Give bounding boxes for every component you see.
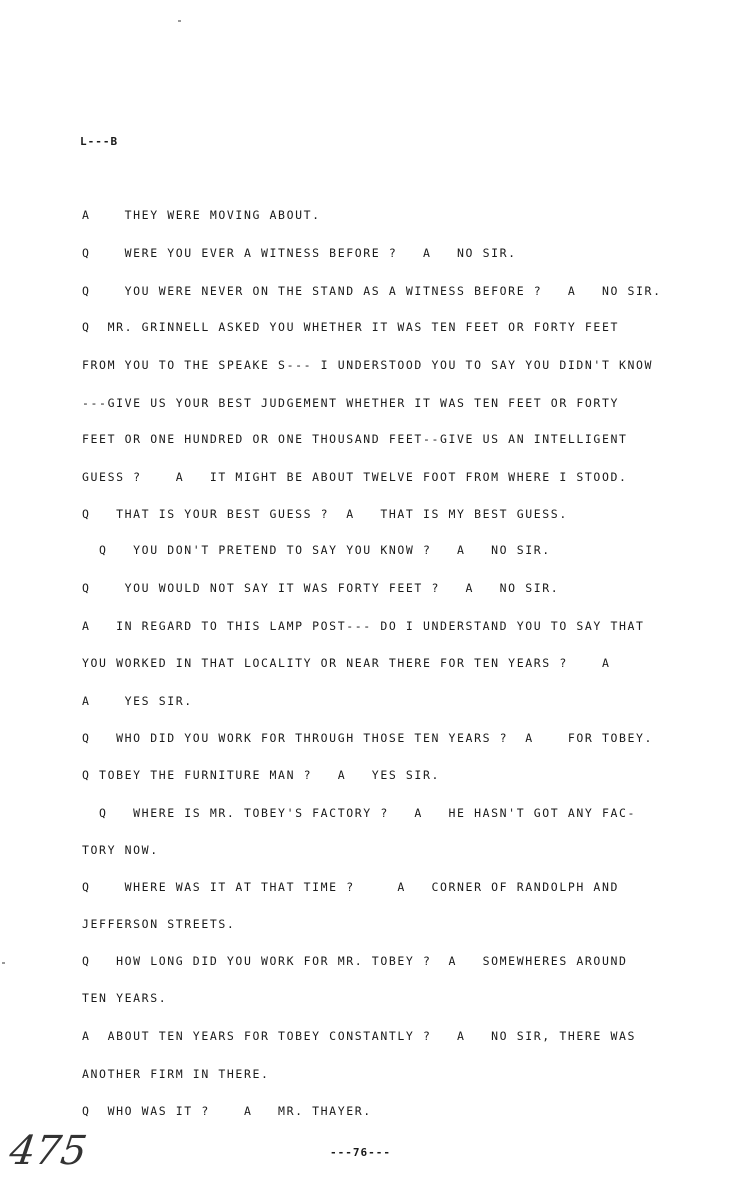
transcript-line: Q HOW LONG DID YOU WORK FOR MR. TOBEY ? A SOMEWHERES AROUND [82,954,628,968]
page-number: ---76--- [330,1146,391,1159]
paper-speck [2,962,5,964]
transcript-line: A ABOUT TEN YEARS FOR TOBEY CONSTANTLY ? A NO SIR, THERE WAS [82,1029,637,1043]
paper-speck [178,20,181,22]
page-header-code: L---B [80,135,119,148]
transcript-line: TORY NOW. [82,843,159,857]
transcript-line: Q WHERE IS MR. TOBEY'S FACTORY ? A HE HASN'T GOT ANY FAC- [82,806,637,820]
transcript-line: FEET OR ONE HUNDRED OR ONE THOUSAND FEET--GIVE US AN INTELLIGENT [82,432,628,446]
transcript-line: Q YOU WOULD NOT SAY IT WAS FORTY FEET ? A NO SIR. [82,581,560,595]
transcript-line: Q MR. GRINNELL ASKED YOU WHETHER IT WAS TEN FEET OR FORTY FEET [82,320,619,334]
transcript-line: FROM YOU TO THE SPEAKE S--- I UNDERSTOOD YOU TO SAY YOU DIDN'T KNOW [82,358,654,372]
transcript-line: Q YOU WERE NEVER ON THE STAND AS A WITNESS BEFORE ? A NO SIR. [82,284,662,298]
transcript-line: A IN REGARD TO THIS LAMP POST--- DO I UNDERSTAND YOU TO SAY THAT [82,619,645,633]
transcript-line: Q WHO DID YOU WORK FOR THROUGH THOSE TEN YEARS ? A FOR TOBEY. [82,731,654,745]
transcript-line: Q WHO WAS IT ? A MR. THAYER. [82,1104,372,1118]
transcript-line: TEN YEARS. [82,991,168,1005]
transcript-line: JEFFERSON STREETS. [82,917,236,931]
handwritten-margin-number: 475 [6,1128,90,1174]
transcript-line: YOU WORKED IN THAT LOCALITY OR NEAR THERE FOR TEN YEARS ? A [82,656,611,670]
transcript-line: Q THAT IS YOUR BEST GUESS ? A THAT IS MY BEST GUESS. [82,507,568,521]
transcript-line: GUESS ? A IT MIGHT BE ABOUT TWELVE FOOT FROM WHERE I STOOD. [82,470,628,484]
transcript-line: Q TOBEY THE FURNITURE MAN ? A YES SIR. [82,768,440,782]
transcript-line: ANOTHER FIRM IN THERE. [82,1067,270,1081]
transcript-line: Q WERE YOU EVER A WITNESS BEFORE ? A NO SIR. [82,246,517,260]
transcript-line: Q WHERE WAS IT AT THAT TIME ? A CORNER OF RANDOLPH AND [82,880,619,894]
transcript-line: A YES SIR. [82,694,193,708]
transcript-line: ---GIVE US YOUR BEST JUDGEMENT WHETHER IT WAS TEN FEET OR FORTY [82,396,619,410]
transcript-line: Q YOU DON'T PRETEND TO SAY YOU KNOW ? A NO SIR. [82,543,551,557]
transcript-line: A THEY WERE MOVING ABOUT. [82,208,321,222]
